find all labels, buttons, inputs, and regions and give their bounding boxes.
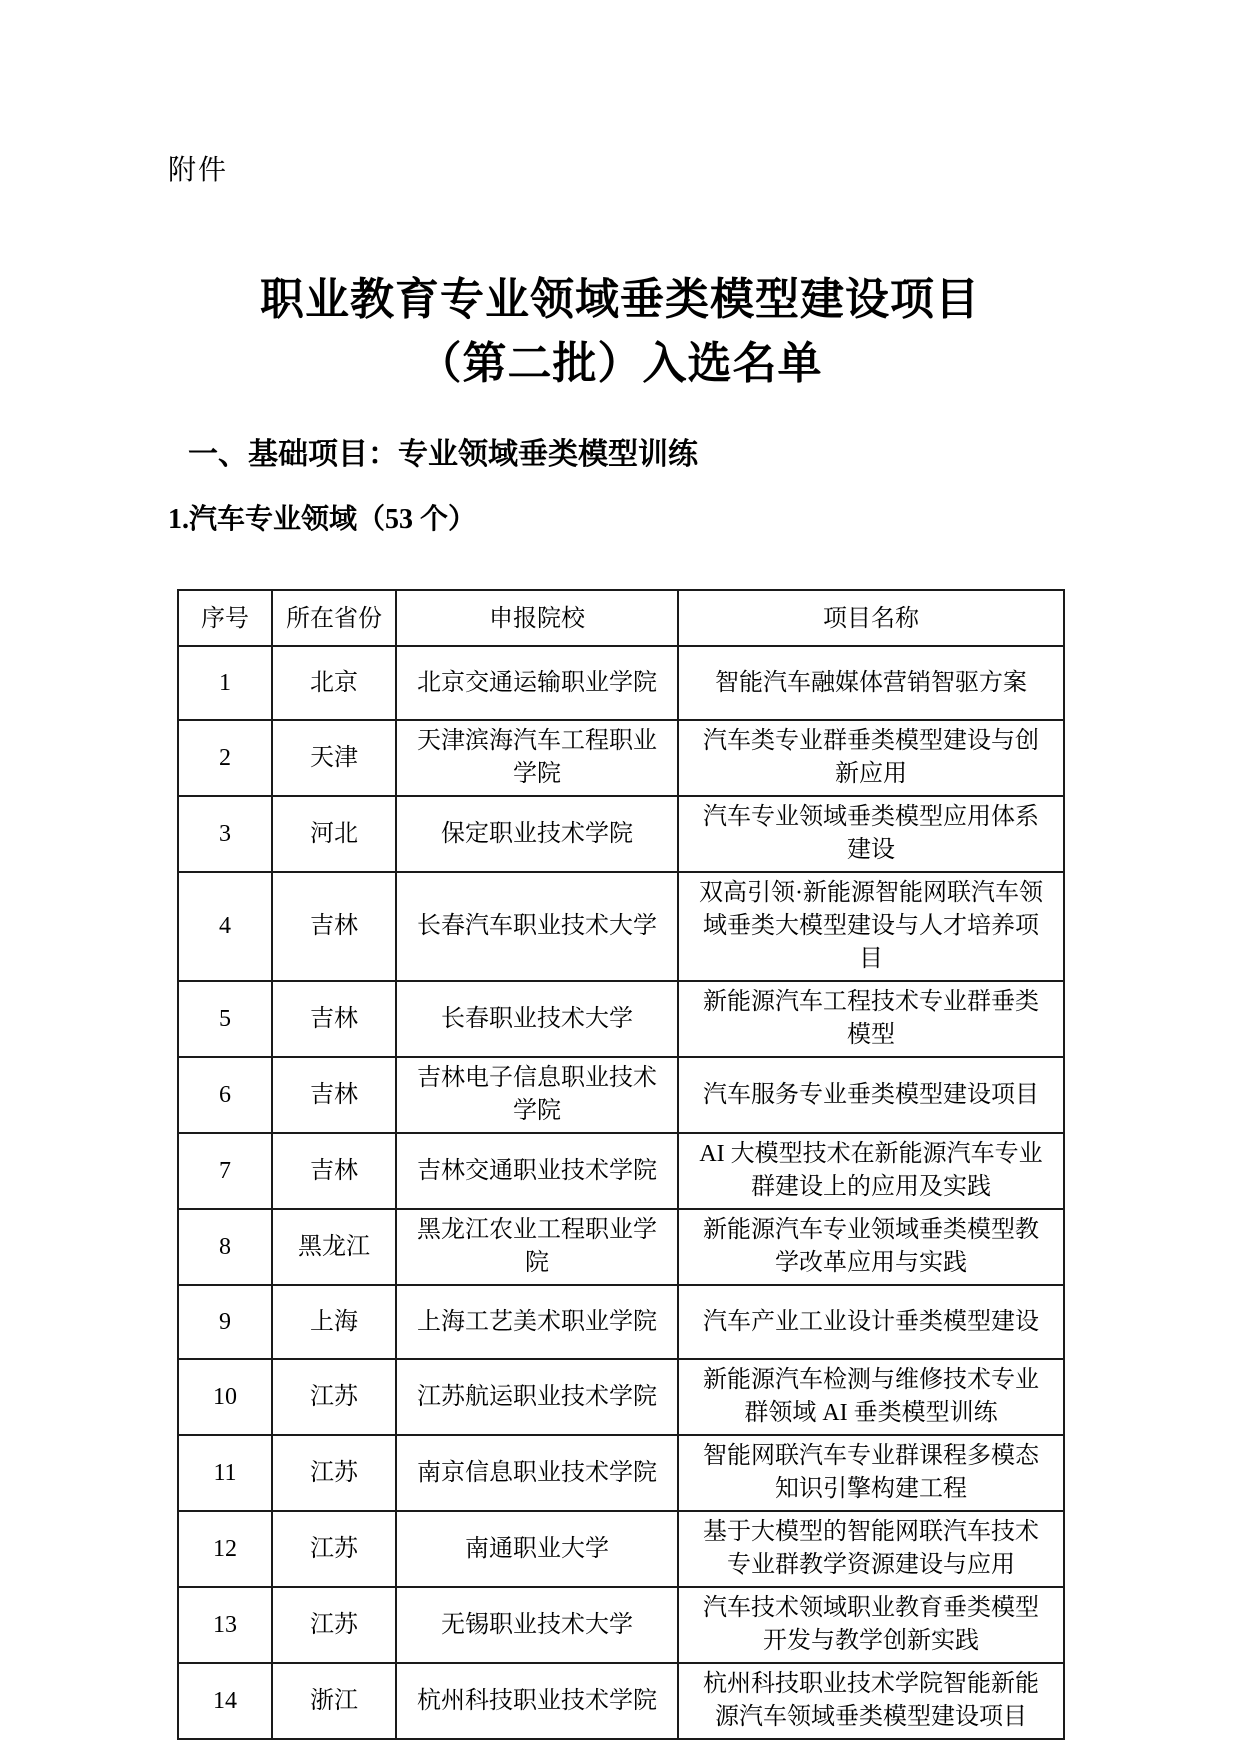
header-project: 项目名称 — [678, 590, 1064, 646]
table-row — [178, 1285, 1064, 1359]
cell-project: 新能源汽车检测与维修技术专业群领域 AI 垂类模型训练 — [678, 1359, 1064, 1435]
table-row — [178, 1209, 1064, 1285]
cell-no: 6 — [178, 1057, 272, 1133]
table-row — [178, 1663, 1064, 1739]
table-row — [178, 1133, 1064, 1209]
cell-no: 9 — [178, 1285, 272, 1359]
table-row — [178, 981, 1064, 1057]
cell-province: 江苏 — [272, 1587, 396, 1663]
table-row — [178, 1435, 1064, 1511]
cell-province: 黑龙江 — [272, 1209, 396, 1285]
cell-no: 4 — [178, 872, 272, 981]
cell-province: 上海 — [272, 1285, 396, 1359]
cell-school: 长春职业技术大学 — [396, 981, 678, 1057]
cell-province: 天津 — [272, 720, 396, 796]
table-row — [178, 1587, 1064, 1663]
cell-province: 吉林 — [272, 1057, 396, 1133]
cell-school: 保定职业技术学院 — [396, 796, 678, 872]
cell-school: 北京交通运输职业学院 — [396, 646, 678, 720]
projects-table — [177, 589, 1065, 1740]
cell-school: 上海工艺美术职业学院 — [396, 1285, 678, 1359]
cell-school: 长春汽车职业技术大学 — [396, 872, 678, 981]
cell-no: 2 — [178, 720, 272, 796]
cell-no: 7 — [178, 1133, 272, 1209]
header-row — [178, 590, 1064, 646]
table-row — [178, 1359, 1064, 1435]
attachment-label: 附件 — [168, 154, 229, 185]
cell-school: 无锡职业技术大学 — [396, 1587, 678, 1663]
cell-school: 黑龙江农业工程职业学院 — [396, 1209, 678, 1285]
cell-no: 3 — [178, 796, 272, 872]
cell-school: 杭州科技职业技术学院 — [396, 1663, 678, 1739]
cell-no: 10 — [178, 1359, 272, 1435]
cell-project: 新能源汽车专业领域垂类模型教学改革应用与实践 — [678, 1209, 1064, 1285]
cell-school: 吉林电子信息职业技术学院 — [396, 1057, 678, 1133]
table-row — [178, 872, 1064, 981]
cell-no: 11 — [178, 1435, 272, 1511]
cell-no: 12 — [178, 1511, 272, 1587]
cell-project: 汽车产业工业设计垂类模型建设 — [678, 1285, 1064, 1359]
cell-project: 基于大模型的智能网联汽车技术专业群教学资源建设与应用 — [678, 1511, 1064, 1587]
subsection-heading: 1.汽车专业领域（53 个） — [168, 504, 477, 535]
table-row — [178, 720, 1064, 796]
cell-project: 双高引领·新能源智能网联汽车领域垂类大模型建设与人才培养项目 — [678, 872, 1064, 981]
cell-school: 天津滨海汽车工程职业学院 — [396, 720, 678, 796]
cell-project: AI 大模型技术在新能源汽车专业群建设上的应用及实践 — [678, 1133, 1064, 1209]
cell-no: 5 — [178, 981, 272, 1057]
table-row — [178, 796, 1064, 872]
cell-school: 江苏航运职业技术学院 — [396, 1359, 678, 1435]
cell-no: 8 — [178, 1209, 272, 1285]
cell-province: 河北 — [272, 796, 396, 872]
document-title-line1: 职业教育专业领域垂类模型建设项目 — [260, 275, 980, 324]
table-row — [178, 1511, 1064, 1587]
section-heading: 一、基础项目：专业领域垂类模型训练 — [188, 438, 698, 471]
cell-province: 吉林 — [272, 872, 396, 981]
cell-project: 智能汽车融媒体营销智驱方案 — [678, 646, 1064, 720]
table-row — [178, 646, 1064, 720]
cell-no: 1 — [178, 646, 272, 720]
document-title-line2: （第二批）入选名单 — [417, 339, 823, 388]
cell-school: 南通职业大学 — [396, 1511, 678, 1587]
cell-project: 汽车服务专业垂类模型建设项目 — [678, 1057, 1064, 1133]
cell-project: 汽车专业领域垂类模型应用体系建设 — [678, 796, 1064, 872]
cell-project: 汽车类专业群垂类模型建设与创新应用 — [678, 720, 1064, 796]
cell-province: 江苏 — [272, 1511, 396, 1587]
cell-project: 汽车技术领域职业教育垂类模型开发与教学创新实践 — [678, 1587, 1064, 1663]
header-school: 申报院校 — [396, 590, 678, 646]
cell-province: 江苏 — [272, 1359, 396, 1435]
projects-table-body — [178, 646, 1064, 1739]
projects-table-header — [178, 590, 1064, 646]
cell-province: 北京 — [272, 646, 396, 720]
cell-project: 杭州科技职业技术学院智能新能源汽车领域垂类模型建设项目 — [678, 1663, 1064, 1739]
cell-school: 南京信息职业技术学院 — [396, 1435, 678, 1511]
cell-province: 吉林 — [272, 981, 396, 1057]
header-no: 序号 — [178, 590, 272, 646]
cell-no: 13 — [178, 1587, 272, 1663]
cell-province: 浙江 — [272, 1663, 396, 1739]
header-province: 所在省份 — [272, 590, 396, 646]
document-title — [177, 268, 1063, 396]
cell-project: 新能源汽车工程技术专业群垂类模型 — [678, 981, 1064, 1057]
cell-province: 吉林 — [272, 1133, 396, 1209]
table-row — [178, 1057, 1064, 1133]
cell-no: 14 — [178, 1663, 272, 1739]
cell-project: 智能网联汽车专业群课程多模态知识引擎构建工程 — [678, 1435, 1064, 1511]
cell-province: 江苏 — [272, 1435, 396, 1511]
cell-school: 吉林交通职业技术学院 — [396, 1133, 678, 1209]
